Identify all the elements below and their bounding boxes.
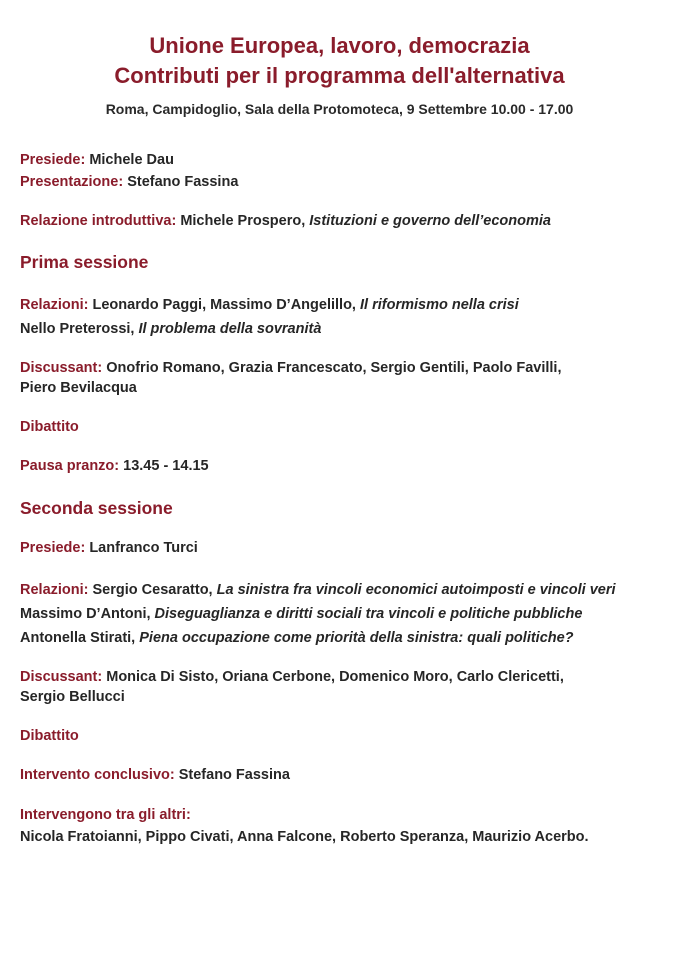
s1-dibattito: Dibattito [20, 419, 79, 435]
s2-relazioni-row-3 [20, 630, 670, 646]
relazione-introduttiva-row [20, 213, 670, 229]
pausa-pranzo-label: Pausa pranzo: [20, 458, 120, 474]
title-line-1: Unione Europea, lavoro, democrazia [149, 33, 530, 58]
s2-rel1-title: La sinistra fra vincoli economici autoimposti e vincoli veri [216, 582, 616, 598]
presentazione-name: Stefano Fassina [127, 174, 239, 190]
s1-relazioni2-title: Il problema della sovranità [138, 321, 322, 337]
s2-presiede-row [20, 540, 670, 556]
s1-discussant-row [20, 360, 670, 376]
s2-rel3-name: Antonella Stirati, [20, 630, 136, 646]
s2-rel2-name: Massimo D’Antoni, [20, 606, 151, 622]
s2-relazioni-label: Relazioni: [20, 582, 89, 598]
presiede-name: Michele Dau [89, 152, 174, 168]
s1-relazioni2-name: Nello Preterossi, [20, 321, 135, 337]
s2-discussant-label: Discussant: [20, 669, 103, 685]
relazione-introduttiva-label: Relazione introduttiva: [20, 213, 177, 229]
title-line-2: Contributi per il programma dell'alternativa [114, 63, 565, 88]
s2-relazioni-row-2 [20, 606, 670, 622]
s2-discussant-names-1: Monica Di Sisto, Oriana Cerbone, Domenico Moro, Carlo Clericetti, [106, 669, 564, 685]
intervento-conclusivo-name: Stefano Fassina [178, 767, 290, 783]
relazione-introduttiva-name: Michele Prospero, [180, 213, 306, 229]
s1-discussant-names-1: Onofrio Romano, Grazia Francescato, Sergio Gentili, Paolo Favilli, [106, 360, 562, 376]
presiede-row [20, 152, 670, 168]
presentazione-row [20, 174, 670, 190]
s1-discussant-label: Discussant: [20, 360, 103, 376]
s1-relazioni-label: Relazioni: [20, 297, 89, 313]
presiede-label: Presiede: [20, 152, 86, 168]
seconda-sessione-heading: Seconda sessione [20, 498, 173, 518]
s2-discussant-row [20, 669, 670, 685]
presentazione-label: Presentazione: [20, 174, 124, 190]
s1-relazioni-names: Leonardo Paggi, Massimo D’Angelillo, [92, 297, 356, 313]
s1-relazioni-row [20, 297, 670, 313]
pausa-pranzo-row [20, 458, 670, 474]
s2-discussant-names-2: Sergio Bellucci [20, 689, 125, 705]
s2-rel2-title: Diseguaglianza e diritti sociali tra vincoli e politiche pubbliche [154, 606, 583, 622]
intervento-conclusivo-label: Intervento conclusivo: [20, 767, 175, 783]
s2-presiede-name: Lanfranco Turci [89, 540, 198, 556]
s2-presiede-label: Presiede: [20, 540, 86, 556]
s1-relazioni-title: Il riformismo nella crisi [360, 297, 519, 313]
venue-line: Roma, Campidoglio, Sala della Protomoteca, 9 Settembre 10.00 - 17.00 [105, 101, 574, 117]
s2-relazioni-row-1 [20, 582, 670, 598]
intervengono-names: Nicola Fratoianni, Pippo Civati, Anna Falcone, Roberto Speranza, Maurizio Acerbo. [20, 829, 589, 845]
s2-rel1-name: Sergio Cesaratto, [92, 582, 213, 598]
s2-dibattito: Dibattito [20, 728, 79, 744]
pausa-pranzo-time: 13.45 - 14.15 [123, 458, 209, 474]
s1-discussant-names-2: Piero Bevilacqua [20, 380, 137, 396]
relazione-introduttiva-title: Istituzioni e governo dell’economia [309, 213, 551, 229]
intervento-conclusivo-row [20, 767, 670, 783]
prima-sessione-heading: Prima sessione [20, 252, 149, 272]
intervengono-label: Intervengono tra gli altri: [20, 807, 191, 823]
s1-relazioni-row-2 [20, 321, 670, 337]
s2-rel3-title: Piena occupazione come priorità della sinistra: quali politiche? [139, 630, 574, 646]
